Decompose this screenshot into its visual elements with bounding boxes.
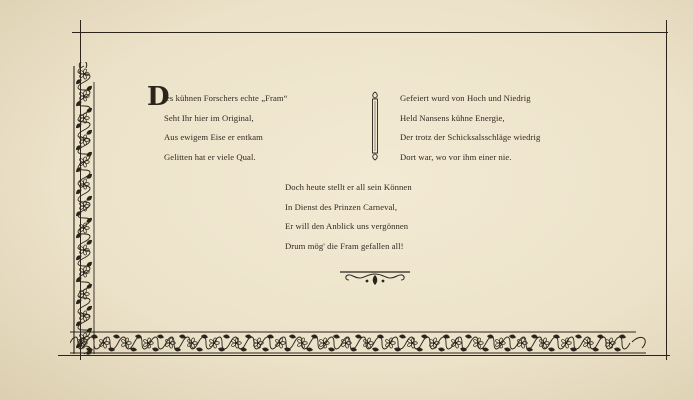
right-stanza-line-1: Gefeiert wurd von Hoch und Niedrig (400, 93, 531, 103)
left-border-flower (79, 113, 89, 124)
bottom-border-leaf (575, 333, 583, 339)
left-border-leaf (85, 239, 93, 246)
bottom-border-flower (407, 338, 417, 349)
left-border-flower (79, 157, 89, 168)
bottom-border-flower (297, 338, 307, 349)
bottom-border-leaf (85, 346, 93, 352)
center-stanza-line-2: In Dienst des Prinzen Carneval, (285, 201, 398, 212)
decorative-initial-d: D (147, 82, 170, 112)
right-stanza-line-4: Dort war, wo vor ihm einer nie. (400, 151, 512, 162)
bottom-border-leaf (613, 346, 621, 352)
bottom-border-leaf (305, 346, 313, 352)
left-border-finial (79, 62, 86, 68)
bottom-border-leaf (267, 333, 275, 339)
bottom-border-leaf (217, 346, 225, 352)
bottom-border-leaf (113, 333, 121, 339)
left-border-leaf (75, 122, 83, 129)
bottom-border-leaf (553, 333, 561, 339)
center-stanza-line-3: Er will den Anblick uns vergönnen (285, 221, 409, 231)
bottom-border-leaf (531, 333, 539, 339)
bottom-border-leaf (371, 346, 379, 352)
center-stanza-line-4: Drum mög' die Fram gefallen all! (285, 240, 404, 251)
left-stanza-line-2: Seht Ihr hier im Original, (164, 112, 254, 123)
bottom-border-leaf (355, 333, 363, 339)
bottom-border-flower (275, 338, 285, 349)
bottom-border-leaf (547, 346, 555, 352)
bottom-border-leaf (91, 333, 99, 339)
left-border-leaf (85, 195, 93, 202)
bottom-border-flower (583, 338, 593, 349)
left-border-flower (79, 179, 89, 190)
bottom-border-leaf (129, 346, 137, 352)
left-border-leaf (75, 188, 83, 195)
bottom-border-flower (231, 338, 241, 349)
bottom-border-leaf (481, 346, 489, 352)
bottom-border-flower (121, 338, 131, 349)
bottom-border-flower (143, 338, 153, 349)
bottom-border-flower (561, 338, 571, 349)
right-stanza-line-2: Held Nansens kühne Energie, (400, 112, 505, 123)
tailpiece-ornament (338, 266, 412, 288)
bottom-border-leaf (201, 333, 209, 339)
bottom-border-finial (632, 337, 645, 348)
bottom-border-flower (385, 338, 395, 349)
left-floral-border (66, 62, 102, 358)
left-border-leaf (75, 254, 83, 261)
left-stanza-line-4: Gelitten hat er viele Qual. (164, 151, 256, 162)
left-border-leaf (85, 129, 93, 136)
bottom-border-leaf (289, 333, 297, 339)
vertical-divider-ornament (368, 90, 382, 162)
bottom-border-leaf (619, 333, 627, 339)
bottom-border-leaf (399, 333, 407, 339)
bottom-border-leaf (443, 333, 451, 339)
bottom-border-leaf (107, 346, 115, 352)
right-stanza (400, 89, 540, 167)
bottom-border-leaf (283, 346, 291, 352)
right-stanza-line-3: Der trotz der Schicksalsschläge wiedrig (400, 132, 541, 142)
left-border-leaf (75, 78, 83, 85)
left-border-leaf (85, 305, 93, 312)
left-border-leaf (75, 298, 83, 305)
bottom-border-flower (319, 338, 329, 349)
bottom-border-flower (495, 338, 505, 349)
frame-top-rule (72, 32, 668, 33)
bottom-border-flower (473, 338, 483, 349)
bottom-vine (70, 337, 630, 349)
left-stanza (166, 89, 288, 167)
bottom-floral-border (70, 328, 650, 358)
bottom-border-leaf (569, 346, 577, 352)
left-stanza-line-3: Aus ewigem Eise er entkam (164, 132, 263, 142)
bottom-border-flower (451, 338, 461, 349)
bottom-border-leaf (223, 333, 231, 339)
left-stanza-line-1: es kühnen Forschers echte „Fram“ (166, 93, 288, 103)
bottom-border-leaf (179, 333, 187, 339)
center-stanza-line-1: Doch heute stellt er all sein Können (285, 182, 412, 192)
bottom-border-leaf (437, 346, 445, 352)
bottom-border-leaf (377, 333, 385, 339)
bottom-border-leaf (465, 333, 473, 339)
frame-right-rule (666, 20, 667, 360)
bottom-border-leaf (459, 346, 467, 352)
bottom-border-leaf (195, 346, 203, 352)
left-border-flower (79, 289, 89, 300)
center-stanza (285, 178, 412, 256)
bottom-border-flower (209, 338, 219, 349)
bottom-border-flower (99, 338, 109, 349)
bottom-border-leaf (261, 346, 269, 352)
bottom-border-leaf (393, 346, 401, 352)
